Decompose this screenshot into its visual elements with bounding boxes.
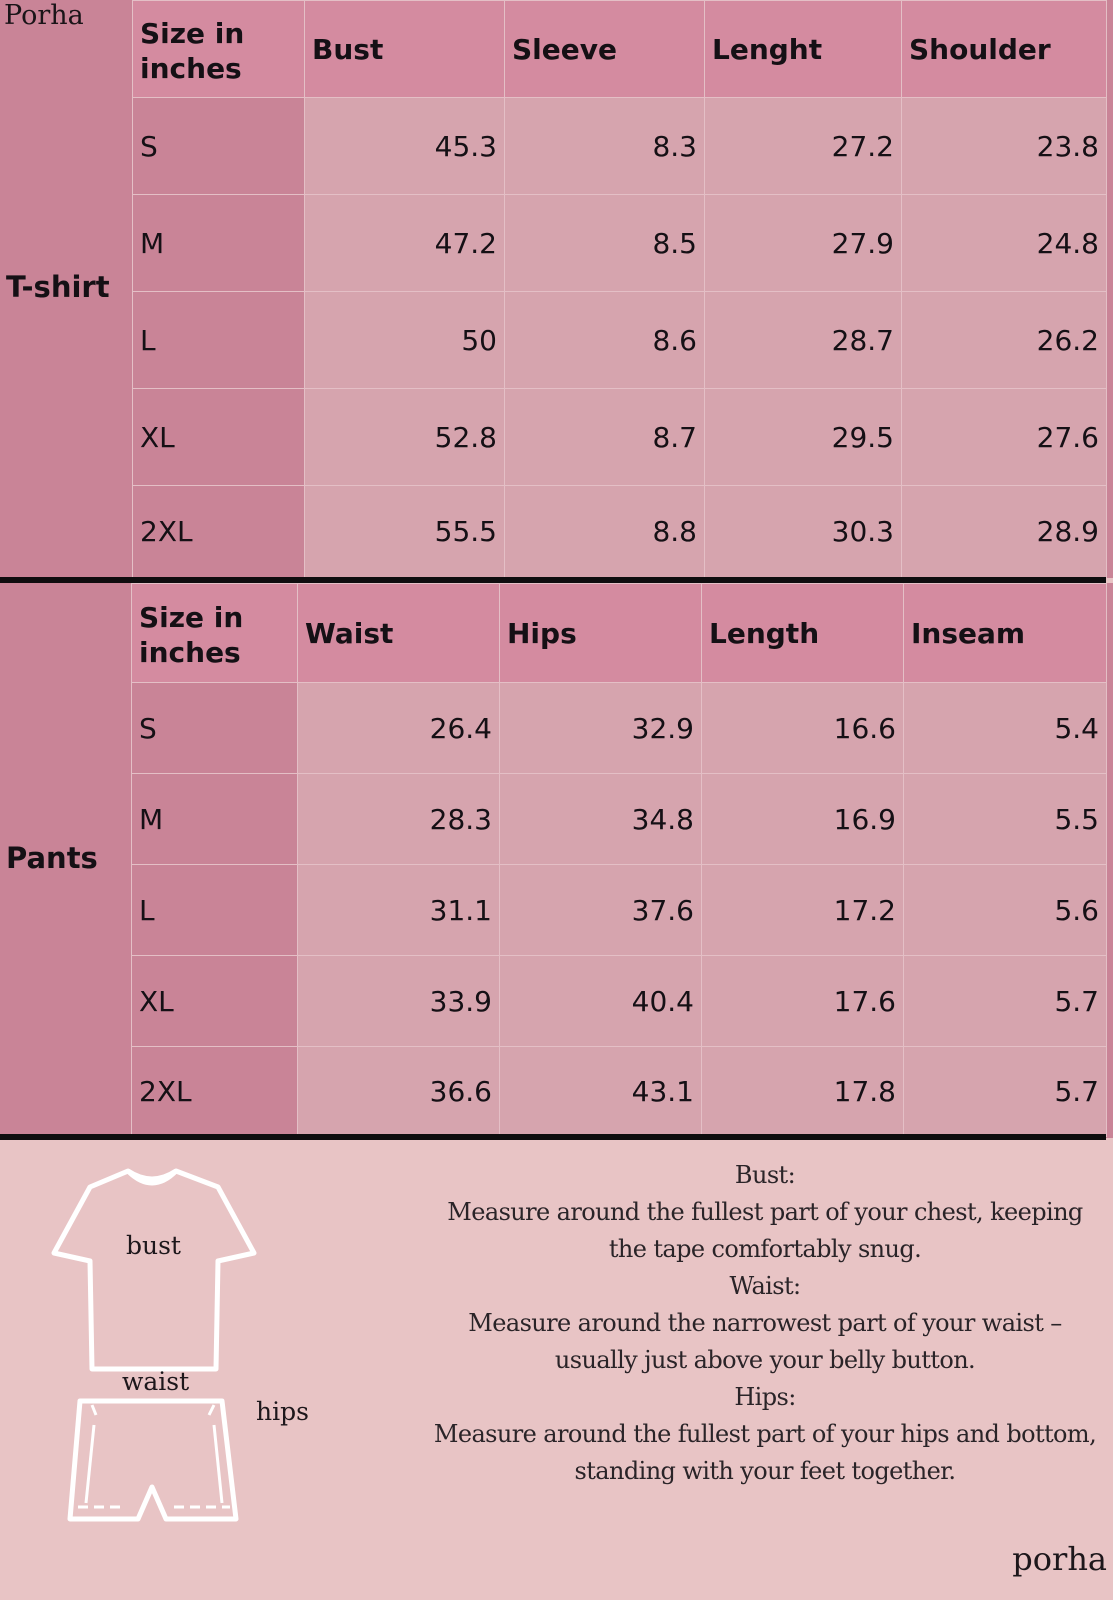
guide-bust-title: Bust: xyxy=(734,1161,796,1189)
measuring-guide xyxy=(400,1157,1113,1490)
value-cell: 17.6 xyxy=(702,956,904,1047)
shorts-outline-icon xyxy=(64,1395,244,1525)
size-cell: L xyxy=(133,292,305,389)
value-cell: 16.6 xyxy=(702,683,904,774)
size-cell: 2XL xyxy=(132,1047,298,1137)
header-shoulder: Shoulder xyxy=(902,1,1107,98)
size-cell: M xyxy=(132,774,298,865)
size-cell: XL xyxy=(133,389,305,486)
value-cell: 28.9 xyxy=(902,486,1107,578)
value-cell: 5.7 xyxy=(904,1047,1107,1137)
table-row xyxy=(132,774,1107,865)
pants-size-table xyxy=(131,583,1107,1137)
value-cell: 45.3 xyxy=(305,98,505,195)
value-cell: 27.6 xyxy=(902,389,1107,486)
table-row xyxy=(132,865,1107,956)
guide-hips-title: Hips: xyxy=(734,1383,796,1411)
size-cell: 2XL xyxy=(133,486,305,578)
value-cell: 32.9 xyxy=(500,683,702,774)
value-cell: 24.8 xyxy=(902,195,1107,292)
value-cell: 5.7 xyxy=(904,956,1107,1047)
value-cell: 36.6 xyxy=(298,1047,500,1137)
header-sleeve: Sleeve xyxy=(505,1,705,98)
value-cell: 26.2 xyxy=(902,292,1107,389)
value-cell: 27.9 xyxy=(705,195,902,292)
size-cell: M xyxy=(133,195,305,292)
tshirt-size-table xyxy=(132,0,1107,578)
table-row xyxy=(132,1047,1107,1137)
value-cell: 17.8 xyxy=(702,1047,904,1137)
header-hips: Hips xyxy=(500,584,702,683)
table-header-row xyxy=(133,1,1107,98)
header-waist: Waist xyxy=(298,584,500,683)
value-cell: 40.4 xyxy=(500,956,702,1047)
guide-waist-line2: usually just above your belly button. xyxy=(554,1346,976,1374)
table-row xyxy=(133,292,1107,389)
hips-diagram-label: hips xyxy=(256,1397,309,1426)
guide-bust-line1: Measure around the fullest part of your chest, keeping xyxy=(447,1198,1083,1226)
guide-hips-line1: Measure around the fullest part of your hips and bottom, xyxy=(433,1420,1097,1448)
waist-diagram-label: waist xyxy=(122,1367,190,1396)
brand-logo-bottom: porha xyxy=(1012,1540,1107,1578)
table-row xyxy=(133,195,1107,292)
value-cell: 26.4 xyxy=(298,683,500,774)
tshirt-category-label: T-shirt xyxy=(6,270,110,304)
table-row xyxy=(133,486,1107,578)
value-cell: 28.7 xyxy=(705,292,902,389)
size-cell: XL xyxy=(132,956,298,1047)
header-size-in-inches: Size in inches xyxy=(132,584,298,683)
size-cell: S xyxy=(133,98,305,195)
table-row xyxy=(133,389,1107,486)
header-length: Length xyxy=(702,584,904,683)
tshirt-outline-icon xyxy=(48,1165,258,1375)
value-cell: 5.6 xyxy=(904,865,1107,956)
pants-section xyxy=(0,583,1113,1138)
value-cell: 55.5 xyxy=(305,486,505,578)
value-cell: 17.2 xyxy=(702,865,904,956)
section-divider xyxy=(0,1134,1106,1140)
header-size-in-inches: Size in inches xyxy=(133,1,305,98)
value-cell: 31.1 xyxy=(298,865,500,956)
brand-logo-top: Porha xyxy=(4,0,84,31)
value-cell: 43.1 xyxy=(500,1047,702,1137)
value-cell: 34.8 xyxy=(500,774,702,865)
size-cell: S xyxy=(132,683,298,774)
value-cell: 5.4 xyxy=(904,683,1107,774)
value-cell: 29.5 xyxy=(705,389,902,486)
pants-category-label: Pants xyxy=(6,841,98,875)
guide-waist-title: Waist: xyxy=(729,1272,801,1300)
value-cell: 8.5 xyxy=(505,195,705,292)
value-cell: 8.3 xyxy=(505,98,705,195)
size-cell: L xyxy=(132,865,298,956)
value-cell: 8.6 xyxy=(505,292,705,389)
table-row xyxy=(132,683,1107,774)
value-cell: 27.2 xyxy=(705,98,902,195)
value-cell: 8.8 xyxy=(505,486,705,578)
tshirt-section xyxy=(0,0,1113,578)
value-cell: 8.7 xyxy=(505,389,705,486)
header-inseam: Inseam xyxy=(904,584,1107,683)
value-cell: 33.9 xyxy=(298,956,500,1047)
value-cell: 23.8 xyxy=(902,98,1107,195)
value-cell: 5.5 xyxy=(904,774,1107,865)
value-cell: 30.3 xyxy=(705,486,902,578)
bust-diagram-label: bust xyxy=(126,1231,181,1260)
header-length: Lenght xyxy=(705,1,902,98)
value-cell: 50 xyxy=(305,292,505,389)
value-cell: 47.2 xyxy=(305,195,505,292)
value-cell: 37.6 xyxy=(500,865,702,956)
value-cell: 52.8 xyxy=(305,389,505,486)
header-bust: Bust xyxy=(305,1,505,98)
guide-hips-line2: standing with your feet together. xyxy=(574,1457,956,1485)
table-header-row xyxy=(132,584,1107,683)
guide-waist-line1: Measure around the narrowest part of your waist – xyxy=(468,1309,1062,1337)
table-row xyxy=(132,956,1107,1047)
guide-bust-line2: the tape comfortably snug. xyxy=(608,1235,922,1263)
value-cell: 16.9 xyxy=(702,774,904,865)
table-row xyxy=(133,98,1107,195)
value-cell: 28.3 xyxy=(298,774,500,865)
